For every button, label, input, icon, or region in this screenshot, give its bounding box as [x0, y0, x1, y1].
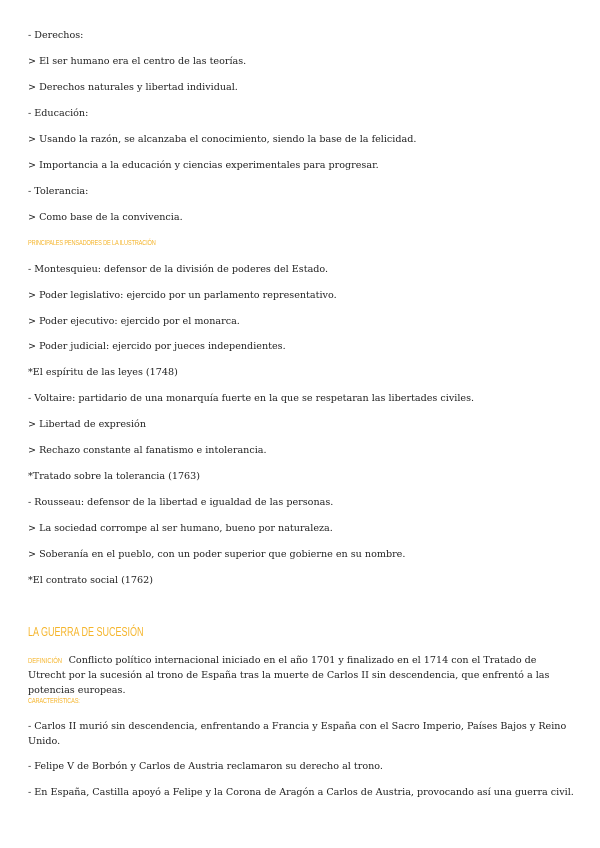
section-title: LA GUERRA DE SUCESIÓN: [28, 625, 144, 639]
section-heading: PRINCIPALES PENSADORES DE LA ILUSTRACIÓN: [28, 238, 156, 247]
book-reference: *Tratado sobre la tolerancia (1763): [28, 471, 201, 482]
list-item: > Libertad de expresión: [28, 419, 147, 430]
book-reference: *El espíritu de las leyes (1748): [28, 367, 178, 378]
list-item: > Poder judicial: ejercido por jueces independientes.: [28, 341, 286, 352]
list-item: - En España, Castilla apoyó a Felipe y la Corona de Aragón a Carlos de Austria, provocando así una guerra civil.: [28, 787, 574, 798]
list-item: > Usando la razón, se alcanzaba el conocimiento, siendo la base de la felicidad.: [28, 134, 417, 145]
list-item: - Educación:: [28, 108, 89, 119]
definition-paragraph: [28, 653, 576, 698]
list-item: > Derechos naturales y libertad individual.: [28, 82, 238, 93]
list-item: > Rechazo constante al fanatismo e intolerancia.: [28, 445, 267, 456]
list-item: > Importancia a la educación y ciencias experimentales para progresar.: [28, 160, 379, 171]
definition-text: Conflicto político internacional iniciado en el año 1701 y finalizado en el 1714 con el Tratado de Utrecht por la sucesión al trono de España tras la muerte de Carlos II sin descendencia, que enfrentó a las potencias europeas.: [28, 655, 550, 696]
list-item: > Poder legislativo: ejercido por un parlamento representativo.: [28, 290, 337, 301]
list-item: - Voltaire: partidario de una monarquía fuerte en la que se respetaran las libertades civiles.: [28, 393, 475, 404]
list-item: - Derechos:: [28, 30, 84, 41]
list-item: > El ser humano era el centro de las teorías.: [28, 56, 247, 67]
list-item: - Rousseau: defensor de la libertad e igualdad de las personas.: [28, 497, 334, 508]
list-item: > Como base de la convivencia.: [28, 212, 183, 223]
characteristics-heading: CARACTERÍSTICAS:: [28, 696, 80, 705]
list-item: - Felipe V de Borbón y Carlos de Austria reclamaron su derecho al trono.: [28, 761, 383, 772]
list-item: > La sociedad corrompe al ser humano, bueno por naturaleza.: [28, 523, 333, 534]
definition-label: DEFINICIÓN: [28, 656, 63, 665]
list-item: - Carlos II murió sin descendencia, enfrentando a Francia y España con el Sacro Imperio, Países Bajos y Reino Unido.: [28, 721, 567, 747]
list-item: > Poder ejecutivo: ejercido por el monarca.: [28, 316, 240, 327]
list-item: > Soberanía en el pueblo, con un poder superior que gobierne en su nombre.: [28, 549, 406, 560]
list-item: - Tolerancia:: [28, 186, 89, 197]
book-reference: *El contrato social (1762): [28, 575, 153, 586]
list-item: - Montesquieu: defensor de la división de poderes del Estado.: [28, 264, 329, 275]
